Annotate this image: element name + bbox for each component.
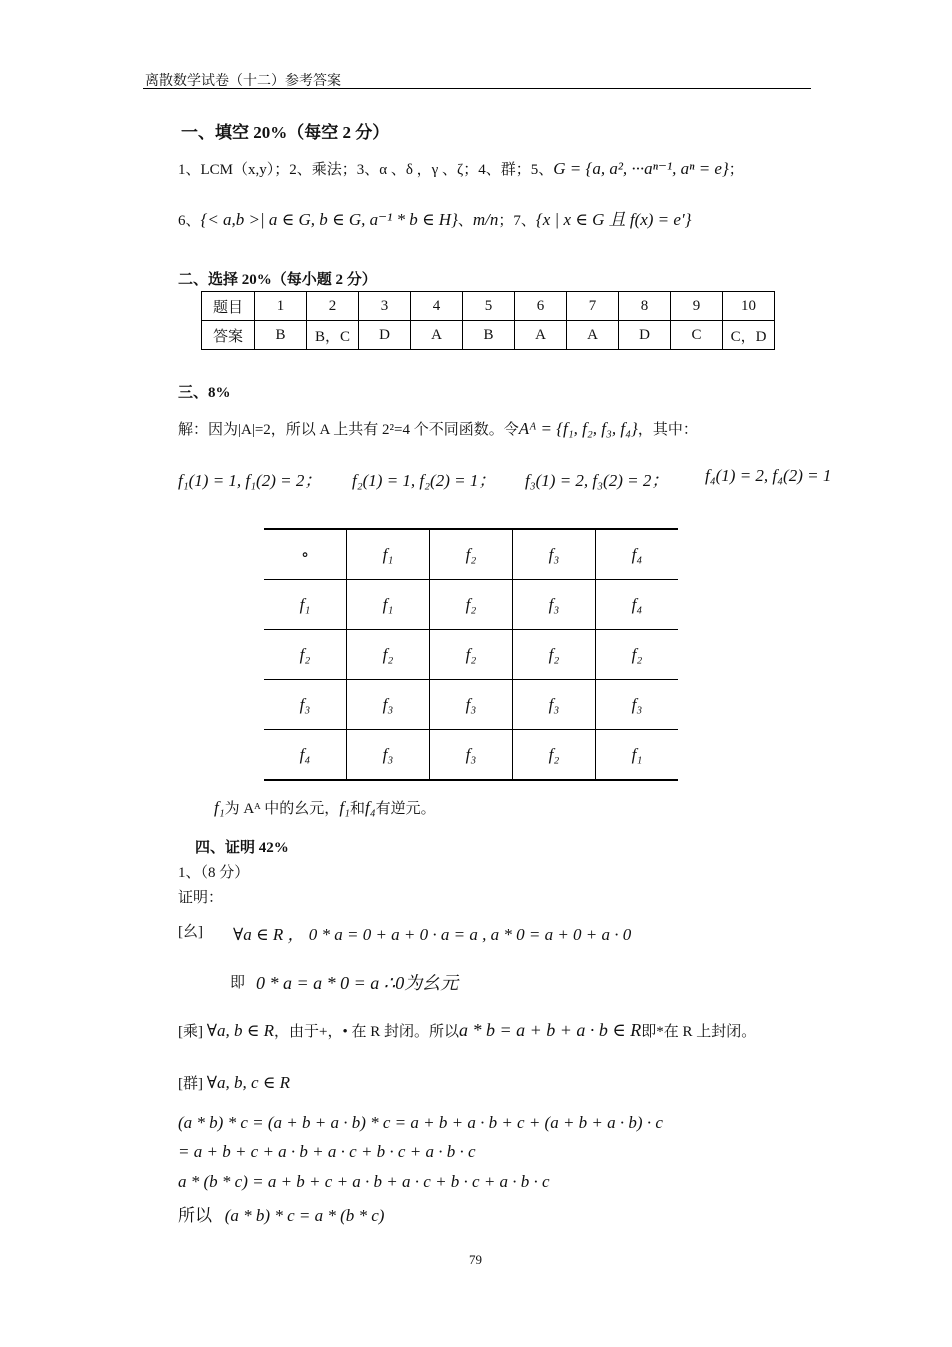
question-number: 4 bbox=[411, 292, 463, 321]
section1-line1-math: G = {a, a², ···aⁿ⁻¹, aⁿ = e} bbox=[553, 159, 729, 178]
operation-table-header-row bbox=[264, 529, 678, 580]
section3-sol-math: Aᴬ = {f₁, f₂, f₃, f₄} bbox=[518, 419, 638, 438]
row-header: f₁ bbox=[299, 594, 311, 614]
note-fn-1: f₁ bbox=[339, 798, 350, 817]
function-def-2: f₂(1) = 1, f₂(2) = 1； bbox=[352, 471, 496, 490]
answer-cell: A bbox=[567, 321, 619, 350]
table-row bbox=[264, 680, 678, 730]
table-row bbox=[264, 730, 678, 781]
table-cell: f₂ bbox=[430, 580, 513, 630]
unit-conclusion: 0 * a = a * 0 = a ∴0为幺元 bbox=[256, 973, 459, 993]
unit-line: ∀a ∈ R ， 0 * a = 0 + a + 0 · a = a , a * 0 = a + 0 + a · 0 bbox=[233, 925, 632, 944]
table-cell: f₃ bbox=[430, 680, 513, 730]
note-text-3: 有逆元。 bbox=[375, 801, 436, 817]
section3-sol-end: ，其中： bbox=[637, 422, 698, 438]
section1-line2-math2: m/n bbox=[472, 210, 499, 229]
proof-label: 证明： bbox=[178, 890, 224, 906]
table-cell: f₂ bbox=[596, 630, 679, 680]
question-number: 10 bbox=[723, 292, 775, 321]
answer-cell: B bbox=[463, 321, 515, 350]
section1-line1-end: ； bbox=[728, 162, 744, 178]
row-label-answer: 答案 bbox=[202, 321, 255, 350]
table-row bbox=[264, 580, 678, 630]
running-header: 离散数学试卷（十二）参考答案 bbox=[145, 74, 341, 89]
question-number: 5 bbox=[463, 292, 515, 321]
section1-line2 bbox=[178, 205, 691, 230]
table-cell: f₂ bbox=[347, 630, 430, 680]
table-cell: f₃ bbox=[513, 580, 596, 630]
answer-cell: B bbox=[255, 321, 307, 350]
assoc-line-1: (a * b) * c = (a + b + a · b) * c = a + b + a · b + c + (a + b + a · b) · c bbox=[178, 1113, 663, 1132]
page-number: 79 bbox=[469, 1252, 482, 1267]
table-cell: f₂ bbox=[430, 630, 513, 680]
unit-tag: [幺] bbox=[178, 924, 203, 940]
operation-table bbox=[264, 528, 678, 781]
table-cell: f₂ bbox=[513, 630, 596, 680]
grp-math: ∀a, b, c ∈ R bbox=[206, 1073, 291, 1092]
section3-solution-line bbox=[178, 418, 698, 439]
section3-title: 三、8% bbox=[178, 385, 231, 401]
answer-cell: D bbox=[619, 321, 671, 350]
column-header: f₄ bbox=[596, 529, 679, 580]
mul-end: 即*在 R 上封闭。 bbox=[641, 1024, 757, 1040]
row-header: f₃ bbox=[299, 694, 311, 714]
assoc-line-3: a * (b * c) = a + b + c + a · b + a · c + b · c + a · b · c bbox=[178, 1172, 550, 1191]
mul-text: ，由于+，• 在 R 封闭。所以 bbox=[273, 1024, 459, 1040]
answer-cell: A bbox=[411, 321, 463, 350]
section1-line2-math3: {x | x ∈ G 且 f(x) = e′} bbox=[535, 210, 692, 229]
table-row bbox=[264, 630, 678, 680]
function-def-1: f₁(1) = 1, f₁(2) = 2； bbox=[178, 471, 322, 490]
function-def-4: f₄(1) = 2, f₄(2) = 1 bbox=[705, 466, 832, 485]
table-cell: f₃ bbox=[430, 730, 513, 781]
answer-cell: D bbox=[359, 321, 411, 350]
section3-note bbox=[214, 797, 436, 818]
answer-cell: C bbox=[671, 321, 723, 350]
table-cell: f₃ bbox=[596, 680, 679, 730]
section1-line1 bbox=[178, 158, 744, 179]
section1-title: 一、填空 20%（每空 2 分） bbox=[181, 123, 390, 142]
conclusion-math: (a * b) * c = a * (b * c) bbox=[224, 1206, 385, 1225]
assoc-line-2: = a + b + c + a · b + a · c + b · c + a · b · c bbox=[178, 1142, 476, 1161]
table-cell: f₁ bbox=[596, 730, 679, 781]
mul-math1: ∀a, b ∈ R bbox=[206, 1021, 274, 1040]
question-number: 2 bbox=[307, 292, 359, 321]
note-text-1: 为 Aᴬ 中的幺元， bbox=[224, 801, 340, 817]
section1-line2-mid: ；7、 bbox=[498, 213, 536, 229]
answer-cell: C，D bbox=[723, 321, 775, 350]
grp-tag: [群] bbox=[178, 1076, 203, 1092]
column-header: f₁ bbox=[347, 529, 430, 580]
note-fn-4: f₄ bbox=[364, 798, 376, 817]
mul-math2: a * b = a + b + a · b ∈ R bbox=[458, 1020, 642, 1040]
question-number: 8 bbox=[619, 292, 671, 321]
question-number: 3 bbox=[359, 292, 411, 321]
closure-line bbox=[178, 1020, 756, 1041]
conclusion-line bbox=[178, 1201, 384, 1226]
function-def-3: f₃(1) = 2, f₃(2) = 2； bbox=[525, 471, 669, 490]
table-cell: f₃ bbox=[513, 680, 596, 730]
column-header: f₃ bbox=[513, 529, 596, 580]
column-header: f₂ bbox=[430, 529, 513, 580]
row-header: f₂ bbox=[299, 644, 311, 664]
table-cell: f₁ bbox=[347, 580, 430, 630]
note-text-2: 和 bbox=[349, 801, 365, 817]
group-line bbox=[178, 1072, 290, 1093]
answer-cell: B，C bbox=[307, 321, 359, 350]
section2-title: 二、选择 20%（每小题 2 分） bbox=[178, 272, 377, 288]
table-cell: f₃ bbox=[347, 680, 430, 730]
header-rule bbox=[143, 88, 811, 89]
question-number: 6 bbox=[515, 292, 567, 321]
unit-conclusion-prefix: 即 bbox=[230, 975, 246, 991]
section1-line1-plain: 1、LCM（x,y）；2、乘法；3、α 、δ ，γ 、ζ；4、群；5、 bbox=[178, 162, 554, 178]
section1-line2-sep: 、 bbox=[457, 213, 473, 229]
row-label-question: 题目 bbox=[202, 292, 255, 321]
answer-cell: A bbox=[515, 321, 567, 350]
question-number: 9 bbox=[671, 292, 723, 321]
section1-line2-start: 6、 bbox=[178, 213, 201, 229]
table-cell: f₃ bbox=[347, 730, 430, 781]
table-cell: f₄ bbox=[596, 580, 679, 630]
answer-table-row-answers bbox=[202, 321, 775, 350]
conclusion-prefix: 所以 bbox=[178, 1206, 212, 1225]
table-cell: f₂ bbox=[513, 730, 596, 781]
note-identity-fn: f₁ bbox=[214, 798, 225, 817]
mul-tag: [乘] bbox=[178, 1024, 203, 1040]
question-number: 1 bbox=[255, 292, 307, 321]
question-number: 7 bbox=[567, 292, 619, 321]
section3-sol-text: 解：因为|A|=2，所以 A 上共有 2²=4 个不同函数。令 bbox=[178, 422, 519, 438]
answer-table bbox=[201, 291, 775, 350]
section1-line2-math1: {< a,b >| a ∈ G, b ∈ G, a⁻¹ * b ∈ H} bbox=[200, 210, 458, 229]
row-header: f₄ bbox=[299, 744, 311, 764]
answer-table-row-numbers bbox=[202, 292, 775, 321]
section4-sub1: 1、（8 分） bbox=[178, 865, 250, 881]
section4-title: 四、证明 42% bbox=[195, 840, 289, 856]
operation-symbol: ∘ bbox=[300, 544, 310, 564]
